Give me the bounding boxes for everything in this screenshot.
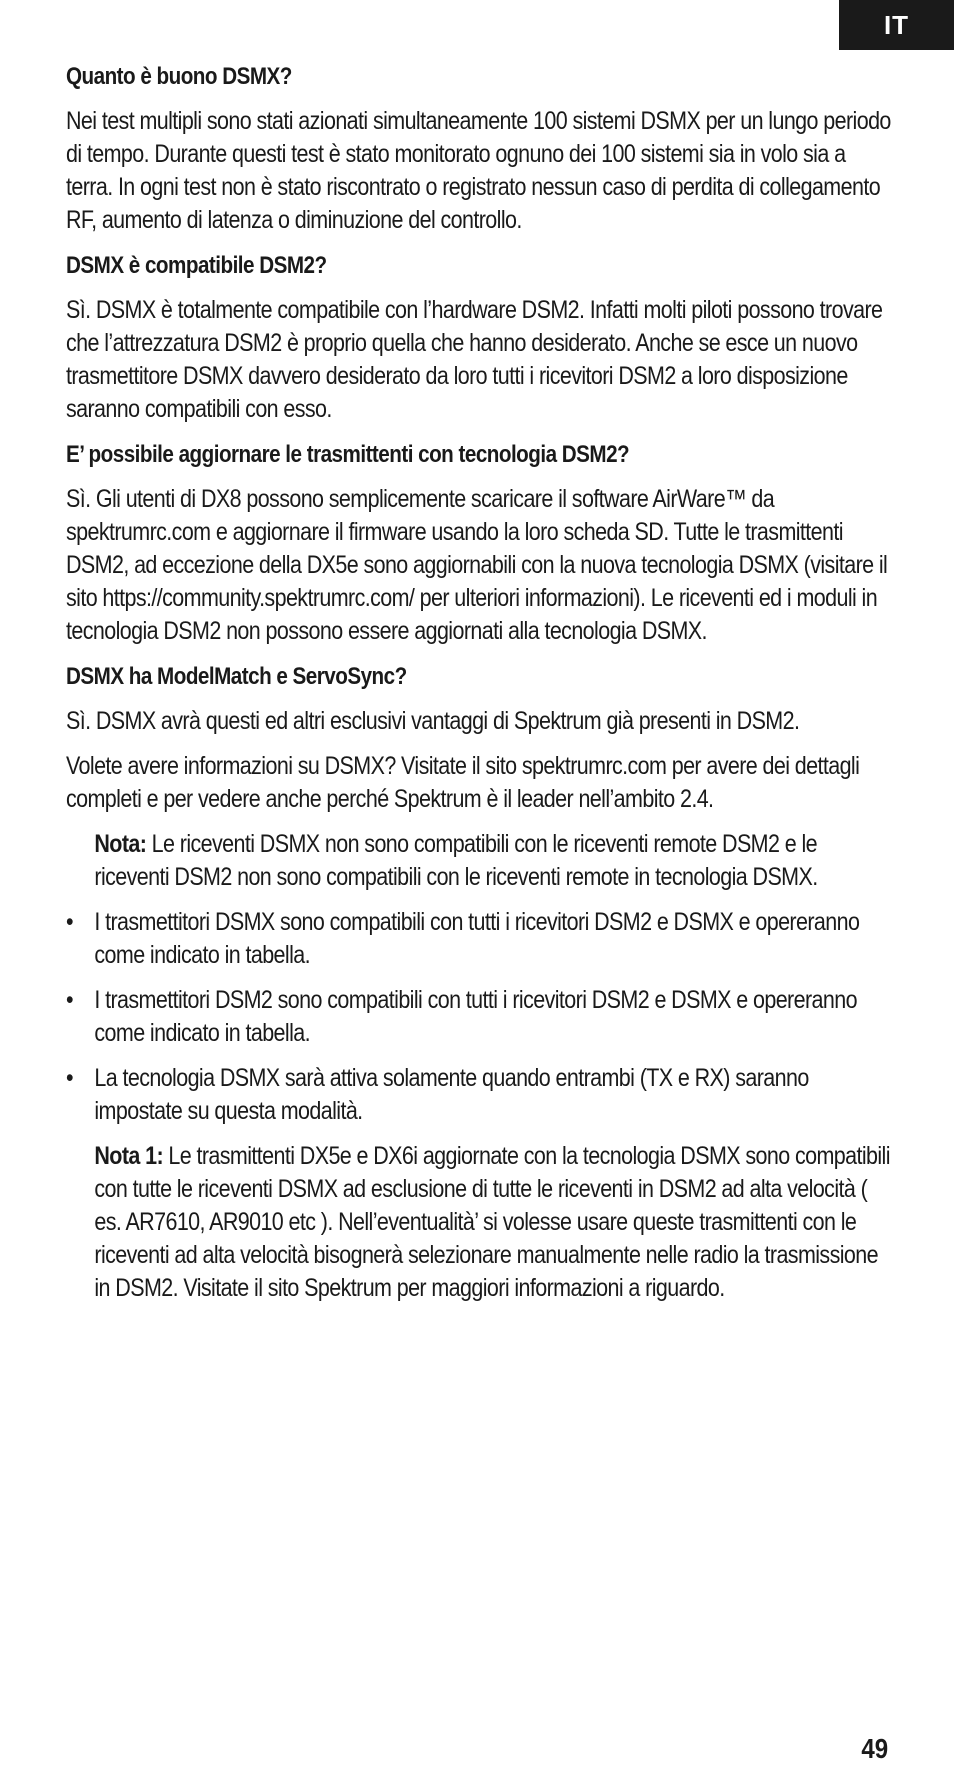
section-heading-modelmatch: DSMX ha ModelMatch e ServoSync?: [66, 663, 407, 690]
section-heading-compatibility: DSMX è compatibile DSM2?: [66, 252, 327, 279]
list-item-text: I trasmettitori DSMX sono compatibili con tutti i ricevitori DSM2 e DSMX e opereranno come indicato in tabella.: [94, 908, 860, 969]
note: [66, 828, 896, 894]
note-label: Nota:: [94, 830, 147, 858]
list-item: [66, 1062, 896, 1128]
section-body-modelmatch: Sì. DSMX avrà questi ed altri esclusivi vantaggi di Spektrum già presenti in DSM2.: [66, 707, 800, 735]
list-item: [66, 984, 896, 1050]
language-tab: IT: [839, 0, 954, 50]
page-content: [66, 60, 898, 1317]
section-heading-quality: Quanto è buono DSMX?: [66, 63, 292, 90]
list-item-text: La tecnologia DSMX sarà attiva solamente quando entrambi (TX e RX) saranno impostate su questa modalità.: [94, 1064, 809, 1125]
bullet-icon: •: [66, 986, 73, 1014]
section-body-compatibility: Sì. DSMX è totalmente compatibile con l’hardware DSM2. Infatti molti piloti possono trovare che l’attrezzatura DSM2 è proprio quella che hanno desiderato. Anche se esce un nuovo trasmettitore DSMX davvero desiderato da loro tutti i ricevitori DSM2 a loro disposizione saranno compatibili con esso.: [66, 296, 883, 423]
note-1-text: Le trasmittenti DX5e e DX6i aggiornate con la tecnologia DSMX sono compatibili con tutte le riceventi DSMX ad esclusione di tutte le riceventi in DSM2 ad alta velocità ( es. AR7610, AR9010 etc ). Nell’eventualità’ si volesse usare queste trasmittenti con le riceventi ad alta velocità bisognerà selezionare manualmente nelle radio la trasmissione in DSM2. Visitate il sito Spektrum per maggiori informazioni a riguardo.: [94, 1142, 890, 1302]
bullet-icon: •: [66, 1064, 73, 1092]
note-1-label: Nota 1:: [94, 1142, 164, 1170]
list-item: [66, 906, 896, 972]
closing-paragraph: Volete avere informazioni su DSMX? Visitate il sito spektrumrc.com per avere dei dettagli completi e per vedere anche perché Spektrum è il leader nell’ambito 2.4.: [66, 752, 860, 813]
list-item-text: I trasmettitori DSM2 sono compatibili con tutti i ricevitori DSM2 e DSMX e opereranno come indicato in tabella.: [94, 986, 857, 1047]
note-1: [66, 1140, 896, 1305]
bullet-icon: •: [66, 908, 73, 936]
section-body-upgrade: Sì. Gli utenti di DX8 possono semplicemente scaricare il software AirWare™ da spektrumrc.com e aggiornare il firmware usando la loro scheda SD. Tutte le trasmittenti DSM2, ad eccezione della DX5e sono aggiornabili con la nuova tecnologia DSMX (visitare il sito https://community.spektrumrc.com/ per ulteriori informazioni). Le riceventi ed i moduli in tecnologia DSM2 non possono essere aggiornati alla tecnologia DSMX.: [66, 485, 888, 645]
note-text: Le riceventi DSMX non sono compatibili con le riceventi remote DSM2 e le riceventi DSM2 non sono compatibili con le riceventi remote in tecnologia DSMX.: [94, 830, 818, 891]
section-heading-upgrade: E’ possibile aggiornare le trasmittenti con tecnologia DSM2?: [66, 441, 630, 468]
bullet-list: [66, 906, 898, 1128]
page-number: 49: [861, 1733, 888, 1764]
section-body-quality: Nei test multipli sono stati azionati simultaneamente 100 sistemi DSMX per un lungo periodo di tempo. Durante questi test è stato monitorato ognuno dei 100 sistemi sia in volo sia a terra. In ogni test non è stato riscontrato o registrato nessun caso di perdita di collegamento RF, aumento di latenza o diminuzione del controllo.: [66, 107, 891, 234]
